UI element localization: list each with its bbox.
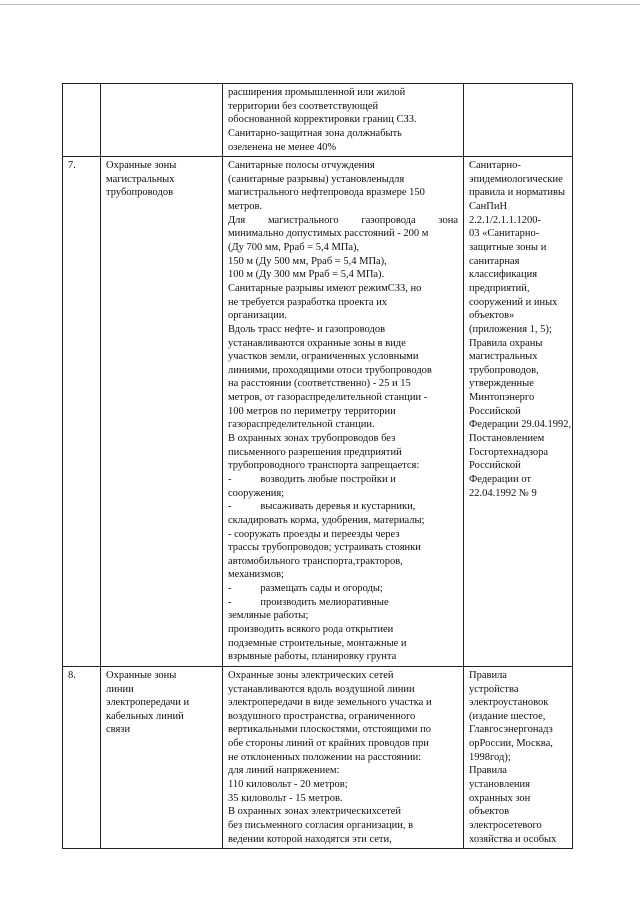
- basis-line: классификация: [469, 269, 538, 281]
- text-line: Вдоль трасс нефте- и газопроводов: [228, 323, 386, 335]
- text-line: метров.: [228, 201, 263, 213]
- zone-name-line: Охранные зоны: [106, 669, 177, 681]
- content-cell: [223, 84, 464, 157]
- text-line: не отклоненных положении на расстоянии:: [228, 751, 422, 763]
- text-line: участков земли, ограниченных условными: [228, 351, 419, 363]
- text-line: 110 киловольт - 20 метров;: [228, 779, 348, 791]
- text-line: вертикальными плоскостями, отстоящими по: [228, 724, 432, 736]
- basis-line: Главгосэнергонадз: [469, 724, 553, 736]
- text-line: обоснованной корректировки границ СЗЗ.: [228, 114, 417, 126]
- text-line: Санитарно-защитная зона должнабыть: [228, 127, 402, 139]
- basis-line: Правила: [469, 669, 507, 681]
- basis-line: электросетевого: [469, 819, 542, 831]
- basis-line: защитные зоны и: [469, 242, 547, 254]
- basis-line: электроустановок: [469, 697, 549, 709]
- text-line: - сооружать проезды и переезды через: [228, 528, 400, 540]
- basis-line: Постановлением: [469, 433, 545, 445]
- basis-line: Федерации 29.04.1992,: [469, 419, 572, 431]
- text-line: 100 м (Ду 300 мм Рраб = 5,4 МПа).: [228, 269, 385, 281]
- text-line: трубопроводного транспорта запрещается:: [228, 460, 420, 472]
- basis-line: Правила охраны: [469, 337, 543, 349]
- text-line: ведении которой находятся эти сети,: [228, 833, 392, 845]
- basis-line: (приложения 1, 5);: [469, 323, 552, 335]
- basis-line: Госгортехнадзора: [469, 446, 549, 458]
- table-row: [63, 84, 573, 157]
- basis-line: трубопроводов,: [469, 364, 539, 376]
- text-line: воздушного пространства, ограниченного: [228, 710, 416, 722]
- text-line: взрывные работы, планировку грунта: [228, 651, 397, 663]
- text-line: (Ду 700 мм, Рраб = 5,4 МПа),: [228, 242, 360, 254]
- text-line: метров, от газораспределительной станции -: [228, 392, 428, 404]
- basis-line: эпидемиологические: [469, 173, 563, 185]
- text-line: - размещать сады и огороды;: [228, 583, 383, 595]
- basis-line: 03 «Санитарно-: [469, 228, 540, 240]
- zone-name-cell: [101, 84, 223, 157]
- text-line: расширения промышленной или жилой: [228, 87, 406, 98]
- text-line: (санитарные разрывы) установленыдля: [228, 173, 405, 185]
- text-line: 35 киловольт - 15 метров.: [228, 792, 343, 804]
- basis-cell: [464, 666, 573, 848]
- text-line: 100 метров по периметру территории: [228, 405, 396, 417]
- text-line: В охранных зонах трубопроводов без: [228, 433, 396, 445]
- row-number: 7.: [63, 157, 101, 667]
- basis-line: устройства: [469, 683, 519, 695]
- text-line: подземные строительные, монтажные и: [228, 637, 407, 649]
- text-line: письменного разрешения предприятий: [228, 446, 402, 458]
- zone-name-line: линии: [106, 683, 134, 695]
- text-line: обе стороны линий от крайних проводов при: [228, 738, 429, 750]
- text-line: В охранных зонах электрическихсетей: [228, 806, 402, 818]
- basis-line: 22.04.1992 № 9: [469, 487, 537, 499]
- basis-line: 1998год);: [469, 751, 511, 763]
- basis-line: Санитарно-: [469, 160, 521, 172]
- basis-line: охранных зон: [469, 792, 531, 804]
- text-line: для линий напряжением:: [228, 765, 340, 777]
- basis-line: магистральных: [469, 351, 538, 363]
- basis-line: предприятий,: [469, 282, 530, 294]
- text-line: устанавливаются вдоль воздушной линии: [228, 683, 415, 695]
- text-line: 150 м (Ду 500 мм, Рраб = 5,4 МПа),: [228, 255, 387, 267]
- basis-line: Российской: [469, 405, 521, 417]
- zone-name-line: Охранные зоны: [106, 160, 177, 172]
- basis-line: объектов»: [469, 310, 515, 322]
- basis-cell: [464, 84, 573, 157]
- table-row: [63, 666, 573, 848]
- text-line: сооружения;: [228, 487, 285, 499]
- text-line: Санитарные разрывы имеют режимСЗЗ, но: [228, 282, 422, 294]
- basis-line: 2.2.1/2.1.1.1200-: [469, 214, 542, 226]
- basis-line: санитарная: [469, 255, 520, 267]
- zone-name-line: магистральных: [106, 173, 175, 185]
- text-line: устанавливаются охранные зоны в виде: [228, 337, 406, 349]
- text-line: магистрального нефтепровода вразмере 150: [228, 187, 425, 199]
- scan-edge-line: [0, 4, 640, 5]
- basis-cell: [464, 157, 573, 667]
- text-line: без письменного согласия организации, в: [228, 819, 414, 831]
- text-line: механизмов;: [228, 569, 284, 581]
- text-line: на расстоянии (соответственно) - 25 и 15: [228, 378, 411, 390]
- basis-line: СанПиН: [469, 201, 508, 213]
- basis-line: Российской: [469, 460, 521, 472]
- zone-name-line: связи: [106, 724, 131, 736]
- text-line: автомобильного транспорта,тракторов,: [228, 555, 403, 567]
- basis-line: Правила: [469, 765, 507, 777]
- basis-line: сооружений и иных: [469, 296, 558, 308]
- text-line: Охранные зоны электрических сетей: [228, 669, 394, 681]
- text-line: земляные работы;: [228, 610, 309, 622]
- text-line: - высаживать деревья и кустарники,: [228, 501, 416, 513]
- text-line: - производить мелиоративные: [228, 596, 389, 608]
- zone-name-line: электропередачи и: [106, 697, 190, 709]
- text-line: складировать корма, удобрения, материалы;: [228, 514, 425, 526]
- basis-line: Минтопэнерго: [469, 392, 535, 404]
- row-number: [63, 84, 101, 157]
- basis-line: (издание шестое,: [469, 710, 546, 722]
- zone-name-cell: [101, 157, 223, 667]
- text-line: Санитарные полосы отчуждения: [228, 160, 375, 172]
- zone-name-line: кабельных линий: [106, 710, 184, 722]
- text-line: линиями, проходящими отоси трубопроводов: [228, 364, 432, 376]
- content-cell: [223, 157, 464, 667]
- text-line: не требуется разработка проекта их: [228, 296, 388, 308]
- text-line: - возводить любые постройки и: [228, 473, 396, 485]
- basis-line: правила и нормативы: [469, 187, 566, 199]
- text-line: трассы трубопроводов; устраивать стоянки: [228, 542, 421, 554]
- text-line: территории без соответствующей: [228, 100, 379, 112]
- text-line: организации.: [228, 310, 287, 322]
- text-line: газораспределительной станции.: [228, 419, 375, 431]
- basis-line: утвержденные: [469, 378, 534, 390]
- content-cell: [223, 666, 464, 848]
- basis-line: хозяйства и особых: [469, 833, 557, 845]
- row-number: 8.: [63, 666, 101, 848]
- text-line: минимально допустимых расстояний - 200 м: [228, 228, 429, 240]
- text-line: электропередачи в виде земельного участка и: [228, 697, 432, 709]
- text-line: Для магистрального газопровода зона: [228, 214, 458, 226]
- zone-name-cell: [101, 666, 223, 848]
- zone-name-line: трубопроводов: [106, 187, 174, 199]
- text-line: озеленена не менее 40%: [228, 141, 337, 153]
- text-line: производить всякого рода открытиеи: [228, 623, 394, 635]
- basis-line: объектов: [469, 806, 510, 818]
- document-table: [62, 83, 573, 849]
- basis-line: Федерации от: [469, 473, 531, 485]
- basis-line: установления: [469, 779, 530, 791]
- basis-line: орРоссии, Москва,: [469, 738, 553, 750]
- table-row: [63, 157, 573, 667]
